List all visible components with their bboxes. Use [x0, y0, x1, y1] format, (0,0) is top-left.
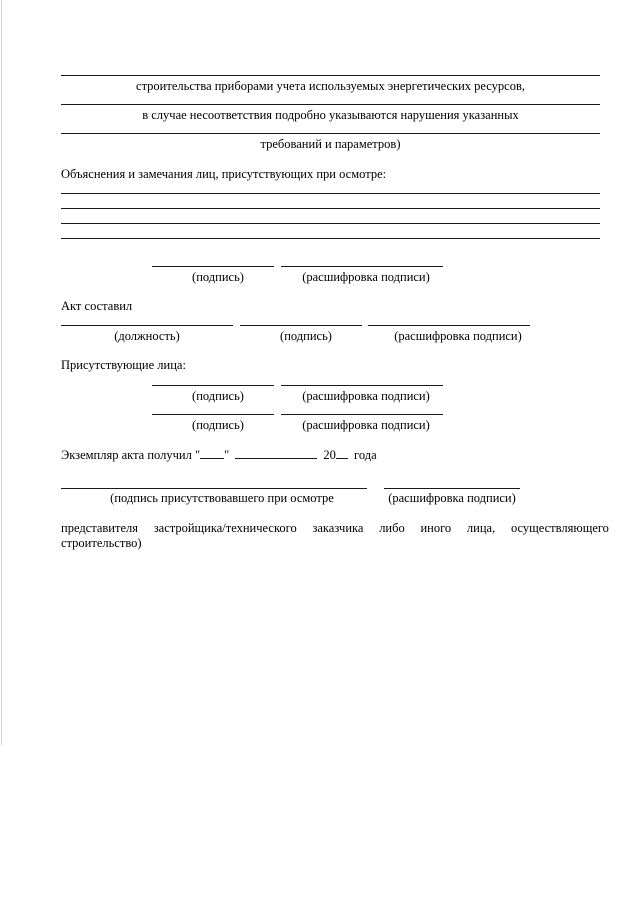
year-blank — [336, 447, 348, 459]
page-edge — [1, 0, 2, 745]
paragraph-word: лица, — [466, 521, 496, 535]
present-decoding-line-2 — [281, 414, 443, 415]
explanations-heading: Объяснения и замечания лиц, присутствующих при осмотре: — [61, 167, 387, 181]
final-paragraph-line-2: строительство) — [61, 536, 142, 550]
present-signature-line-2 — [152, 414, 274, 415]
act-compiled-heading: Акт составил — [61, 299, 133, 313]
decoding-line — [281, 266, 443, 267]
paragraph-word: застройщика/технического — [153, 521, 297, 535]
fill-line-2 — [61, 104, 600, 105]
copy-received-quote-close: " — [224, 448, 230, 462]
present-decoding-caption-2: (расшифровка подписи) — [302, 418, 430, 432]
present-persons-heading: Присутствующие лица: — [61, 358, 186, 372]
act-signature-caption: (подпись) — [280, 329, 332, 343]
position-line — [61, 325, 233, 326]
paragraph-word: представителя — [61, 521, 138, 535]
year-suffix: года — [354, 448, 377, 462]
final-signature-caption: (подпись присутствовавшего при осмотре — [110, 491, 334, 505]
present-signature-caption-2: (подпись) — [192, 418, 244, 432]
caption-line-3: требований и параметров) — [260, 137, 401, 151]
paragraph-word: заказчика — [312, 521, 364, 535]
act-decoding-caption: (расшифровка подписи) — [394, 329, 522, 343]
present-signature-caption-1: (подпись) — [192, 389, 244, 403]
fill-line-1 — [61, 75, 600, 76]
paragraph-word: либо — [379, 521, 405, 535]
signature-line — [152, 266, 274, 267]
year-prefix: 20 — [323, 448, 336, 462]
signature-caption: (подпись) — [192, 270, 244, 284]
final-signature-line — [61, 488, 367, 489]
explanation-line-1 — [61, 193, 600, 194]
paragraph-word: иного — [420, 521, 452, 535]
position-caption: (должность) — [114, 329, 180, 343]
act-decoding-line — [368, 325, 530, 326]
final-paragraph-line-1 — [61, 521, 609, 535]
final-decoding-caption: (расшифровка подписи) — [388, 491, 516, 505]
fill-line-3 — [61, 133, 600, 134]
day-blank — [200, 447, 224, 459]
act-signature-line — [240, 325, 362, 326]
caption-line-1: строительства приборами учета используемых энергетических ресурсов, — [136, 79, 525, 93]
paragraph-word: осуществляющего — [510, 521, 609, 535]
present-decoding-caption-1: (расшифровка подписи) — [302, 389, 430, 403]
copy-received-prefix: Экземпляр акта получил " — [61, 448, 201, 462]
caption-line-2: в случае несоответствия подробно указываются нарушения указанных — [142, 108, 519, 122]
final-decoding-line — [384, 488, 520, 489]
explanation-line-4 — [61, 238, 600, 239]
present-decoding-line-1 — [281, 385, 443, 386]
decoding-caption: (расшифровка подписи) — [302, 270, 430, 284]
month-blank — [235, 447, 317, 459]
explanation-line-2 — [61, 208, 600, 209]
explanation-line-3 — [61, 223, 600, 224]
copy-received-line — [61, 447, 377, 462]
present-signature-line-1 — [152, 385, 274, 386]
